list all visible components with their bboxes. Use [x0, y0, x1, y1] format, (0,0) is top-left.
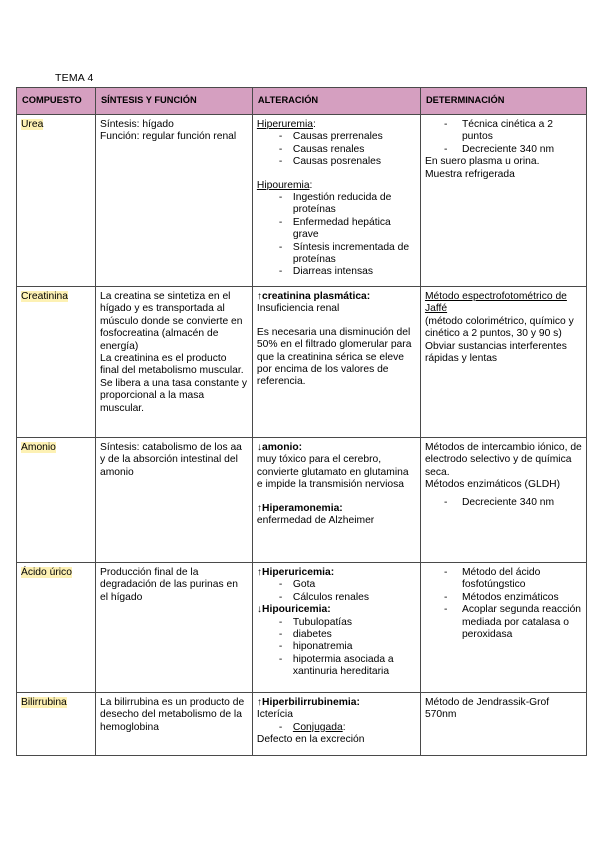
section-title: TEMA 4 — [55, 72, 94, 84]
alteracion-text: muy tóxico para el cerebro, convierte glutamato en glutamina e impide la transmisión nerviosa — [256, 454, 409, 491]
list-item: - Causas posrenales — [257, 156, 416, 168]
sintesis-cell — [95, 115, 252, 287]
alteracion-heading: ↑creatinina plasmática: — [256, 291, 371, 302]
sintesis-line: Síntesis: hígado — [99, 119, 174, 130]
determinacion-text: En suero plasma u orina. — [424, 156, 540, 168]
compound-name: Amonio — [21, 442, 56, 453]
determinacion-cell — [420, 438, 586, 563]
list-item: - Conjugada: — [257, 722, 416, 734]
list-item: - Decreciente 340 nm — [425, 144, 582, 156]
determinacion-list — [425, 119, 582, 156]
header-determinacion: DETERMINACIÓN — [420, 88, 586, 115]
compound-name: Urea — [21, 119, 44, 130]
list-item: - Diarreas intensas — [257, 266, 416, 278]
compounds-table — [16, 87, 587, 756]
header-compuesto: COMPUESTO — [17, 88, 96, 115]
determinacion-list — [425, 567, 582, 641]
sintesis-text: La bilirrubina es un producto de desecho del metabolismo de la hemoglobina — [99, 697, 245, 733]
determinacion-cell — [420, 563, 586, 693]
sintesis-text: La creatina se sintetiza en el hígado y es transportada al músculo donde se convierte en fosfocreatina (almacén de energía) — [99, 291, 243, 352]
compound-cell — [17, 693, 96, 756]
determinacion-text: Muestra refrigerada — [424, 168, 515, 180]
list-item: - Métodos enzimáticos — [425, 592, 582, 604]
list-item: - Gota — [257, 579, 416, 591]
alteracion-cell — [252, 693, 420, 756]
compound-name: Creatinina — [21, 291, 68, 302]
list-item: - Causas renales — [257, 144, 416, 156]
alteracion-text: Es necesaria una disminución del 50% en el filtrado glomerular para que la creatinina sérica se eleve por encima de los valores de referencia. — [256, 326, 412, 388]
compound-name: Bilirrubina — [21, 697, 67, 708]
sintesis-text: Síntesis: catabolismo de los aa y de la absorción intestinal del amonio — [99, 442, 242, 478]
determinacion-text: (método colorimétrico, químico y cinético a 2 puntos, 30 y 90 s) — [424, 315, 574, 340]
list-item: - hiponatremia — [257, 641, 416, 653]
alteracion-heading: ↓Hipouricemia: — [256, 604, 331, 616]
sintesis-text: Producción final de la degradación de las purinas en el hígado — [99, 567, 238, 603]
compound-name: Ácido úrico — [21, 567, 72, 578]
alteracion-cell — [252, 115, 420, 287]
alteracion-heading: ↑Hiperamonemia: — [256, 502, 343, 514]
list-item: - diabetes — [257, 629, 416, 641]
determinacion-text: Obviar sustancias interferentes rápidas y lentas — [424, 340, 567, 365]
alteracion-heading: ↑Hiperuricemia: — [256, 567, 335, 578]
alteracion-heading: ↓amonio: — [256, 442, 303, 453]
determinacion-cell — [420, 287, 586, 438]
table-row-acido-urico — [17, 563, 587, 693]
determinacion-cell — [420, 693, 586, 756]
sintesis-cell — [95, 438, 252, 563]
sintesis-cell — [95, 563, 252, 693]
alteracion-heading: Hipouremia: — [256, 179, 313, 191]
compound-cell — [17, 115, 96, 287]
alteracion-list — [257, 722, 416, 734]
alteracion-list — [257, 192, 416, 279]
table-row-bilirrubina — [17, 693, 587, 756]
determinacion-text: Métodos de intercambio iónico, de electrodo selectivo y de química seca. — [424, 442, 582, 478]
alteracion-list — [257, 131, 416, 168]
sintesis-cell — [95, 693, 252, 756]
list-item: - Acoplar segunda reacción mediada por catalasa o peroxidasa — [425, 604, 582, 641]
alteracion-heading: ↑Hiperbilirrubinemia: — [256, 697, 360, 708]
determinacion-cell — [420, 115, 586, 287]
header-alteracion: ALTERACIÓN — [252, 88, 420, 115]
alteracion-subtitle: Icterícia — [256, 709, 293, 721]
determinacion-list — [425, 497, 582, 509]
determinacion-heading: Método espectrofotométrico de Jaffé — [424, 291, 567, 315]
header-sintesis: SÍNTESIS Y FUNCIÓN — [95, 88, 252, 115]
alteracion-subtitle: Insuficiencia renal — [256, 303, 340, 315]
list-item: - Cálculos renales — [257, 592, 416, 604]
sintesis-text: La creatinina es el producto final del metabolismo muscular. Se libera a una tasa constante y proporcional a la masa muscular. — [99, 353, 248, 414]
list-item: - Ingestión reducida de proteínas — [257, 192, 416, 217]
table-row-creatinina — [17, 287, 587, 438]
list-item: - Causas prerrenales — [257, 131, 416, 143]
compound-cell — [17, 287, 96, 438]
determinacion-text: Métodos enzimáticos (GLDH) — [424, 479, 560, 491]
alteracion-text: enfermedad de Alzheimer — [256, 515, 375, 527]
sintesis-cell — [95, 287, 252, 438]
alteracion-text: Defecto en la excreción — [256, 734, 365, 746]
alteracion-list — [257, 617, 416, 679]
table-row-amonio — [17, 438, 587, 563]
alteracion-cell — [252, 438, 420, 563]
compound-cell — [17, 438, 96, 563]
table-header-row — [17, 88, 587, 115]
list-item: - Síntesis incrementada de proteínas — [257, 242, 416, 267]
compound-cell — [17, 563, 96, 693]
list-item: - Enfermedad hepática grave — [257, 217, 416, 242]
alteracion-heading: Hiperuremia: — [256, 119, 316, 130]
list-item: - Método del ácido fosfotúngstico — [425, 567, 582, 592]
alteracion-list — [257, 579, 416, 604]
list-item: - Tubulopatías — [257, 617, 416, 629]
list-item: - Técnica cinética a 2 puntos — [425, 119, 582, 144]
table-row-urea — [17, 115, 587, 287]
list-item: - hipotermia asociada a xantinuria hereditaria — [257, 654, 416, 679]
alteracion-cell — [252, 287, 420, 438]
list-item: - Decreciente 340 nm — [425, 497, 582, 509]
determinacion-text: Método de Jendrassik-Grof 570nm — [424, 697, 550, 721]
alteracion-cell — [252, 563, 420, 693]
sintesis-line: Función: regular función renal — [99, 131, 237, 143]
